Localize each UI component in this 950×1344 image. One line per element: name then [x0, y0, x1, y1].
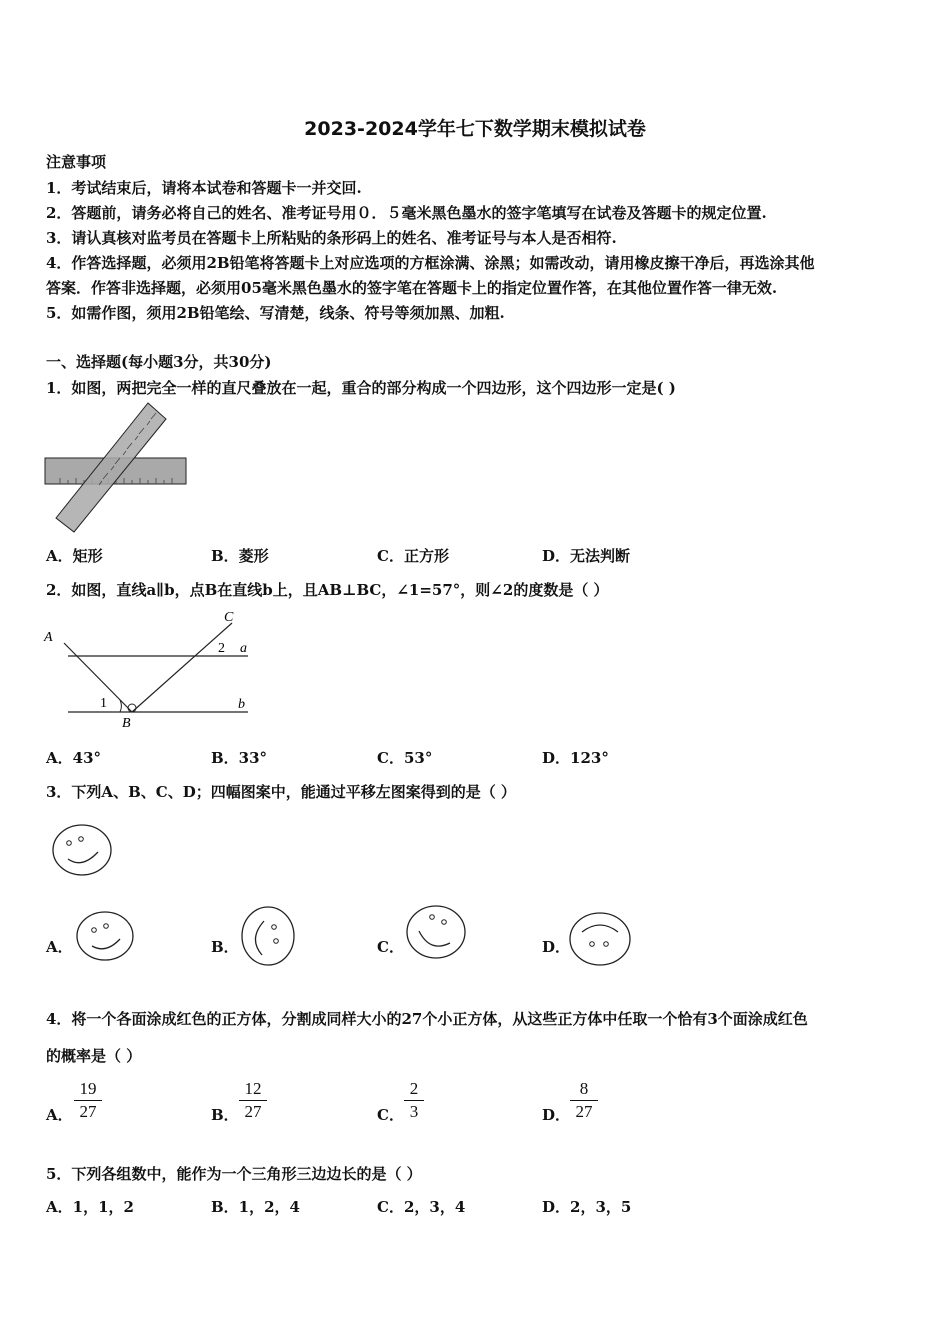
fraction-numerator: 19 — [74, 1078, 102, 1101]
notes-heading: 注意事项 — [46, 153, 107, 171]
q5-option-c: C．2，3，4 — [377, 1198, 466, 1216]
note-line: 答案．作答非选择题，必须用05毫米黑色墨水的签字笔在答题卡上的指定位置作答，在其他位置作答一律无效. — [46, 279, 778, 297]
q4-option-a: A． — [46, 1106, 73, 1124]
label-c-point: C — [224, 610, 234, 625]
fraction-numerator: 2 — [404, 1078, 424, 1101]
q4-option-d: D． — [542, 1106, 571, 1124]
q1-option-a: A．矩形 — [46, 547, 103, 565]
q4-option-a-fraction — [74, 1078, 102, 1123]
label-line-a: a — [240, 641, 247, 656]
fraction-denominator: 27 — [79, 1102, 97, 1121]
two-rulers-figure — [40, 405, 195, 535]
smiley-option-b-figure — [238, 905, 300, 967]
page-title: 2023-2024学年七下数学期末模拟试卷 — [304, 118, 646, 140]
note-line: 5．如需作图，须用2B铅笔绘、写清楚，线条、符号等须加黑、加粗. — [46, 304, 505, 322]
label-b-point: B — [122, 716, 131, 731]
q5-option-b: B．1，2，4 — [211, 1198, 300, 1216]
fraction-denominator: 27 — [244, 1102, 262, 1121]
q4-option-d-fraction — [570, 1078, 598, 1123]
smiley-original-figure — [50, 822, 116, 880]
angle-1-label: 1 — [100, 696, 107, 711]
q5-option-d: D．2，3，5 — [542, 1198, 632, 1216]
note-line: 3．请认真核对监考员在答题卡上所粘贴的条形码上的姓名、准考证号与本人是否相符. — [46, 229, 617, 247]
section-heading: 一、选择题(每小题3分，共30分) — [46, 353, 272, 371]
q4-option-c-fraction — [404, 1078, 424, 1123]
fraction-denominator: 27 — [575, 1102, 593, 1121]
fraction-numerator: 8 — [570, 1078, 598, 1101]
q2-option-a: A．43° — [46, 749, 102, 767]
smiley-option-c-figure — [404, 903, 468, 961]
fraction-numerator: 12 — [239, 1078, 267, 1101]
q4-option-b-fraction — [239, 1078, 267, 1123]
q4-stem-line2: 的概率是（ ） — [46, 1047, 142, 1065]
angle-2-label: 2 — [218, 641, 225, 656]
q2-stem: 2．如图，直线a∥b，点B在直线b上，且AB⊥BC，∠1=57°，则∠2的度数是（ ） — [46, 581, 609, 599]
q5-stem: 5．下列各组数中，能作为一个三角形三边边长的是（ ） — [46, 1165, 422, 1183]
smiley-option-a-figure — [74, 909, 138, 965]
q4-option-c: C． — [377, 1106, 404, 1124]
label-line-b: b — [238, 697, 245, 712]
q3-option-b: B． — [211, 938, 239, 956]
q2-option-b: B．33° — [211, 749, 268, 767]
q3-option-c: C． — [377, 938, 404, 956]
q1-option-c: C．正方形 — [377, 547, 449, 565]
q3-stem: 3．下列A、B、C、D；四幅图案中，能通过平移左图案得到的是（ ） — [46, 783, 516, 801]
label-a-point: A — [44, 630, 53, 645]
q5-option-a: A．1，1，2 — [46, 1198, 134, 1216]
note-line: 1．考试结束后，请将本试卷和答题卡一并交回. — [46, 179, 362, 197]
q1-option-b: B．菱形 — [211, 547, 269, 565]
q1-option-d: D．无法判断 — [542, 547, 631, 565]
q3-option-d: D． — [542, 938, 571, 956]
q3-option-a: A． — [46, 938, 73, 956]
q4-stem-line1: 4．将一个各面涂成红色的正方体，分割成同样大小的27个小正方体，从这些正方体中任取一个恰有3个面涂成红色 — [46, 1010, 808, 1028]
smiley-option-d-figure — [568, 910, 634, 968]
note-line: 2．答题前，请务必将自己的姓名、准考证号用０．５毫米黑色墨水的签字笔填写在试卷及答题卡的规定位置. — [46, 204, 767, 222]
q2-option-c: C．53° — [377, 749, 433, 767]
parallel-lines-figure — [40, 605, 260, 730]
fraction-denominator: 3 — [409, 1102, 419, 1121]
q1-stem: 1．如图，两把完全一样的直尺叠放在一起，重合的部分构成一个四边形，这个四边形一定是( ) — [46, 379, 676, 397]
q2-option-d: D．123° — [542, 749, 609, 767]
note-line: 4．作答选择题，必须用2B铅笔将答题卡上对应选项的方框涂满、涂黑；如需改动，请用橡皮擦干净后，再选涂其他 — [46, 254, 815, 272]
q4-option-b: B． — [211, 1106, 239, 1124]
